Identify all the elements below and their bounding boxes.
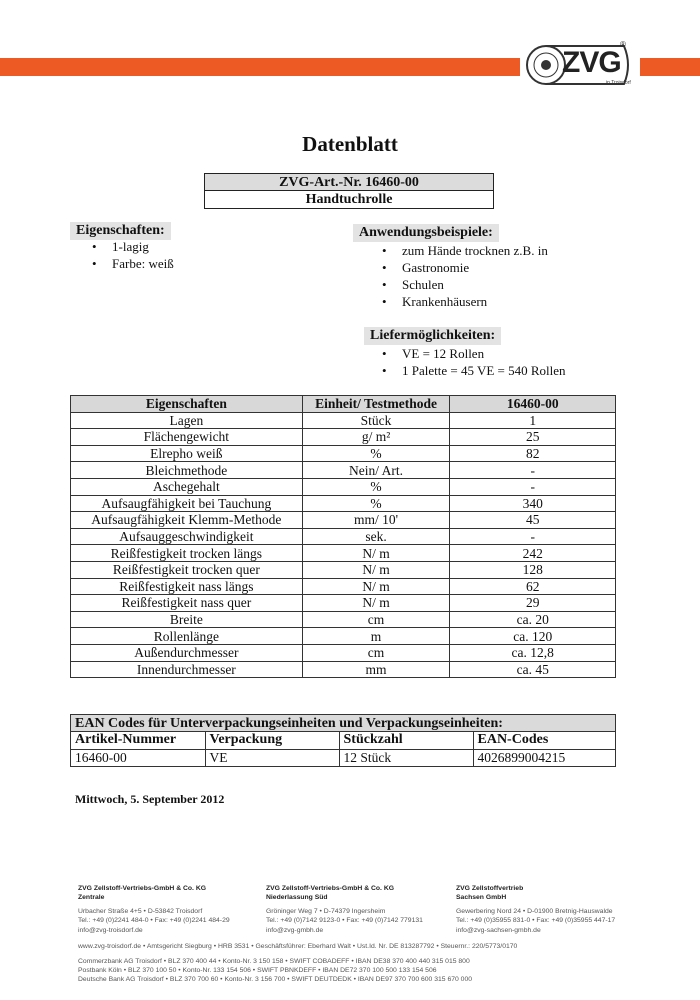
table-row [71,749,615,766]
table-cell: Reißfestigkeit trocken quer [71,561,303,578]
footer-bank-line: Postbank Köln • BLZ 370 100 50 • Konto-Nr. 133 154 506 • SWIFT PBNKDEFF • IBAN DE72 370 100 500 133 154 506 [78,967,437,974]
properties-table [70,395,616,678]
table-cell: 242 [450,545,616,562]
footer-line: info@zvg-gmbh.de [266,926,324,934]
table-cell: 29 [450,595,616,612]
footer-heading: Zentrale [78,894,105,902]
header-cell: 16460-00 [450,396,616,413]
page-title: Datenblatt [302,132,398,156]
footer-col-zentrale [78,884,258,935]
table-cell: cm [302,644,450,661]
table-cell: - [450,478,616,495]
table-row [71,661,616,678]
list-item: • Farbe: weiß [88,255,174,272]
table-cell: g/ m² [302,429,450,446]
header-cell: Stückzahl [339,732,473,749]
table-cell: 1 [450,412,616,429]
table-cell: - [450,528,616,545]
footer-heading: ZVG Zellstoff-Vertriebs-GmbH & Co. KG [78,885,207,892]
zvg-logo [524,36,642,94]
table-cell: % [302,495,450,512]
table-cell: mm [302,661,450,678]
list-item: • 1-lagig [88,238,174,255]
anwendung-list [378,242,548,310]
table-cell: mm/ 10' [302,512,450,529]
table-row [71,545,616,562]
footer-heading: ZVG Zellstoff-Vertriebs-GmbH & Co. KG [266,885,395,892]
table-cell: Aufsaugfähigkeit Klemm-Methode [71,512,303,529]
table-header-row [71,396,616,413]
table-row [71,628,616,645]
table-row [71,578,616,595]
footer-col-sued [266,884,446,935]
table-row [71,445,616,462]
table-row [71,512,616,529]
table-cell: Reißfestigkeit trocken längs [71,545,303,562]
header-bar-left [0,58,520,76]
eigenschaften-list [88,238,174,272]
table-cell: 128 [450,561,616,578]
footer-heading: ZVG Zellstoffvertrieb [456,885,524,892]
footer-bank-line: Deutsche Bank AG Troisdorf • BLZ 370 700 60 • Konto-Nr. 3 156 700 • SWIFT DEUTDEDK • IBAN DE97 370 700 600 315 670 000 [78,976,473,983]
table-cell: N/ m [302,595,450,612]
table-row [71,495,616,512]
logo-text: ZVG [562,46,621,79]
table-cell: - [450,462,616,479]
table-cell: N/ m [302,578,450,595]
list-item: • VE = 12 Rollen [378,345,566,362]
table-cell: Lagen [71,412,303,429]
article-number: ZVG-Art.-Nr. 16460-00 [205,174,493,191]
ean-title: EAN Codes für Unterverpackungseinheiten und Verpackungseinheiten: [71,715,615,732]
footer-line: Gröninger Weg 7 • D-74379 Ingersheim [266,907,386,915]
footer-line: Tel.: +49 (0)7142 9123-0 • Fax: +49 (0)7142 779131 [266,917,423,925]
table-row [71,561,616,578]
table-cell: N/ m [302,545,450,562]
table-cell: cm [302,611,450,628]
footer-line: Tel.: +49 (0)2241 484-0 • Fax: +49 (0)2241 484-29 [78,917,230,925]
liefer-heading: Liefermöglichkeiten: [364,327,501,345]
header-bar-right [640,58,700,76]
table-cell: 12 Stück [339,749,473,766]
logo-registered: ® [620,40,626,49]
table-cell: Breite [71,611,303,628]
footer-legal: www.zvg-troisdorf.de • Amtsgericht Siegburg • HRB 3531 • Geschäftsführer: Eberhard Walt • Ust.Id. Nr. DE 813287792 • Steuernr.: 220/5773/0170 [78,943,518,950]
table-cell: Stück [302,412,450,429]
table-row [71,429,616,446]
ean-table [71,732,615,766]
table-row [71,595,616,612]
table-cell: Aufsauggeschwindigkeit [71,528,303,545]
footer-heading: Niederlassung Süd [266,894,328,902]
table-cell: % [302,478,450,495]
table-cell: 45 [450,512,616,529]
table-cell: Elrepho weiß [71,445,303,462]
table-cell: Aschegehalt [71,478,303,495]
article-name: Handtuchrolle [305,192,393,207]
table-row [71,478,616,495]
table-cell: 25 [450,429,616,446]
list-item: • Schulen [378,276,548,293]
table-cell: ca. 20 [450,611,616,628]
header-cell: Einheit/ Testmethode [302,396,450,413]
footer-line: Tel.: +49 (0)35955 831-0 • Fax: +49 (0)35955 447-17 [456,917,616,925]
footer-line: info@zvg-troisdorf.de [78,926,143,934]
table-row [71,611,616,628]
table-cell: 4026899004215 [477,749,566,765]
table-cell: 340 [450,495,616,512]
list-item: • zum Hände trocknen z.B. in [378,242,548,259]
footer-line: info@zvg-sachsen-gmbh.de [456,926,541,934]
table-cell: Flächengewicht [71,429,303,446]
footer-line: Urbacher Straße 4+5 • D-53842 Troisdorf [78,907,203,915]
table-row [71,462,616,479]
table-cell: ca. 45 [450,661,616,678]
table-cell: VE [205,749,339,766]
logo-subtitle: in Troisdorf [606,80,631,86]
footer-heading: Sachsen GmbH [456,894,507,902]
anwendung-heading: Anwendungsbeispiele: [353,224,499,242]
table-row [71,412,616,429]
table-cell: sek. [302,528,450,545]
table-header-row [71,732,615,749]
table-cell: N/ m [302,561,450,578]
list-item: • Krankenhäusern [378,293,548,310]
table-cell: % [302,445,450,462]
table-cell: ca. 12,8 [450,644,616,661]
list-item: • Gastronomie [378,259,548,276]
header-cell: EAN-Codes [473,732,615,749]
footer-line: Gewerbering Nord 24 • D-01900 Bretnig-Hauswalde [456,907,613,915]
table-cell: Reißfestigkeit nass längs [71,578,303,595]
table-cell: Reißfestigkeit nass quer [71,595,303,612]
table-cell: Nein/ Art. [302,462,450,479]
table-cell: Bleichmethode [71,462,303,479]
table-cell: Außendurchmesser [71,644,303,661]
table-cell: Aufsaugfähigkeit bei Tauchung [71,495,303,512]
ean-section [70,714,616,767]
eigenschaften-heading: Eigenschaften: [70,222,171,240]
table-cell: Innendurchmesser [71,661,303,678]
table-cell: 16460-00 [71,749,205,766]
table-cell: 62 [450,578,616,595]
footer-addresses [78,884,638,944]
table-cell: 82 [450,445,616,462]
header-cell: Eigenschaften [71,396,303,413]
table-cell: m [302,628,450,645]
document-date: Mittwoch, 5. September 2012 [75,792,225,806]
list-item: • 1 Palette = 45 VE = 540 Rollen [378,362,566,379]
footer-col-sachsen [456,884,656,935]
liefer-list [378,345,566,379]
table-row [71,528,616,545]
table-cell: Rollenlänge [71,628,303,645]
article-box [204,173,494,209]
header-cell: Artikel-Nummer [71,732,205,749]
table-row [71,644,616,661]
table-cell: ca. 120 [450,628,616,645]
header-cell: Verpackung [205,732,339,749]
footer-bank-line: Commerzbank AG Troisdorf • BLZ 370 400 44 • Konto-Nr. 3 150 158 • SWIFT COBADEFF • IBAN DE38 370 400 440 315 015 800 [78,958,470,965]
